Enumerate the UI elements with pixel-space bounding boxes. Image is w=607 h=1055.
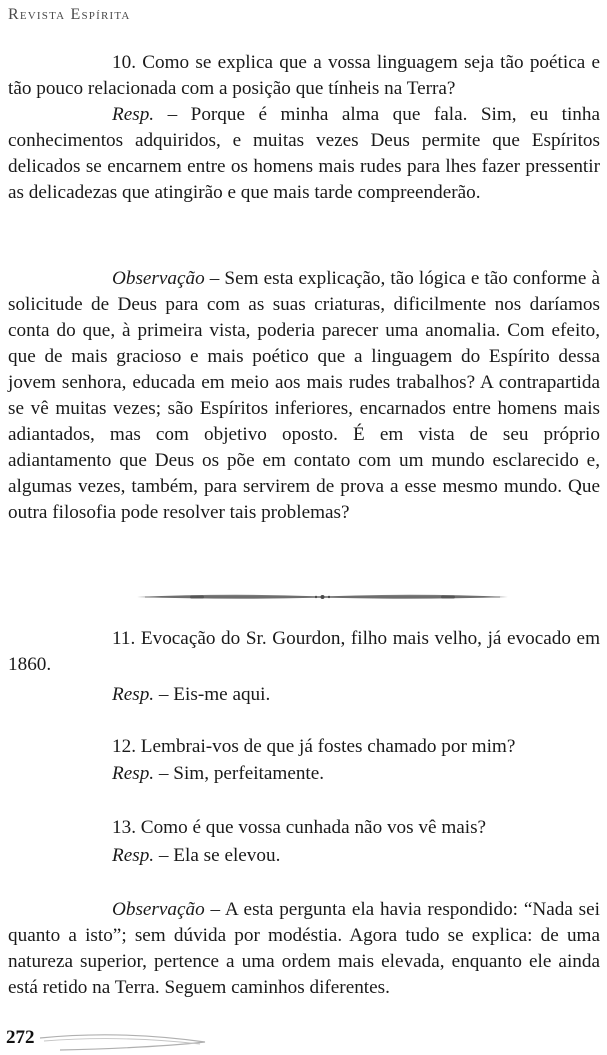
answer-13 (8, 843, 600, 869)
answer-10 (8, 102, 600, 206)
observation-label: Observação (112, 268, 205, 289)
question-10: 10. Como se explica que a vossa linguagem seja tão poética e tão pouco relacionada com a posição que tínheis na Terra? (8, 52, 600, 99)
observation-2 (8, 897, 600, 1001)
answer-13-text: – Ela se elevou. (154, 845, 281, 866)
answer-12-text: – Sim, perfeitamente. (154, 763, 325, 784)
question-13: 13. Como é que vossa cunhada não vos vê mais? (112, 817, 487, 838)
section-separator-ornament (135, 590, 510, 604)
observation-1 (8, 266, 600, 526)
answer-11-text: – Eis-me aqui. (154, 684, 271, 705)
resp-label: Resp. (112, 684, 155, 705)
question-12: 12. Lembrai-vos de que já fostes chamado por mim? (112, 736, 516, 757)
observation-2-text: – A esta pergunta ela havia respondido: “Nada sei quanto a isto”; sem dúvida por modéstia. Agora tudo se explica: de uma natureza superior, pertence a uma ordem mais elevada, enquanto ele ainda está retido na Terra. Seguem caminhos diferentes. (8, 899, 600, 998)
page-number: 272 (6, 1027, 35, 1048)
running-head: Revista Espírita (8, 6, 131, 23)
answer-11 (8, 682, 600, 708)
resp-label: Resp. (112, 763, 155, 784)
resp-label: Resp. (112, 104, 155, 125)
observation-1-text: – Sem esta explicação, tão lógica e tão conforme à solicitude de Deus para com as suas criaturas, dificilmente nos daríamos conta do que, à primeira vista, poderia parecer uma anomalia. Com efeito, que de mais gracioso e mais poético que a linguagem do Espírito dessa jovem senhora, educada em meio aos mais rudes trabalhos? A contrapartida se vê muitas vezes; são Espíritos inferiores, encarnados entre homens mais adiantados, mas com objetivo oposto. É em vista de seu próprio adiantamento que Deus os põe em contato com um mundo esclarecido e, algumas vezes, também, para servirem de prova a esse mesmo mundo. Que outra filosofia pode resolver tais problemas? (8, 268, 600, 523)
question-11: 11. Evocação do Sr. Gourdon, filho mais velho, já evocado em 1860. (8, 628, 600, 675)
answer-10-text: – Porque é minha alma que fala. Sim, eu tinha conhecimentos adquiridos, e muitas vezes Deus permite que Espíritos delicados se encarnem entre os homens mais rudes para lhes fazer pressentir as delicadezas que atingirão e que mais tarde compreenderão. (8, 104, 600, 203)
observation-label: Observação (112, 899, 205, 920)
resp-label: Resp. (112, 845, 155, 866)
separator-ornament-graphic (135, 590, 510, 604)
answer-12 (8, 761, 600, 787)
